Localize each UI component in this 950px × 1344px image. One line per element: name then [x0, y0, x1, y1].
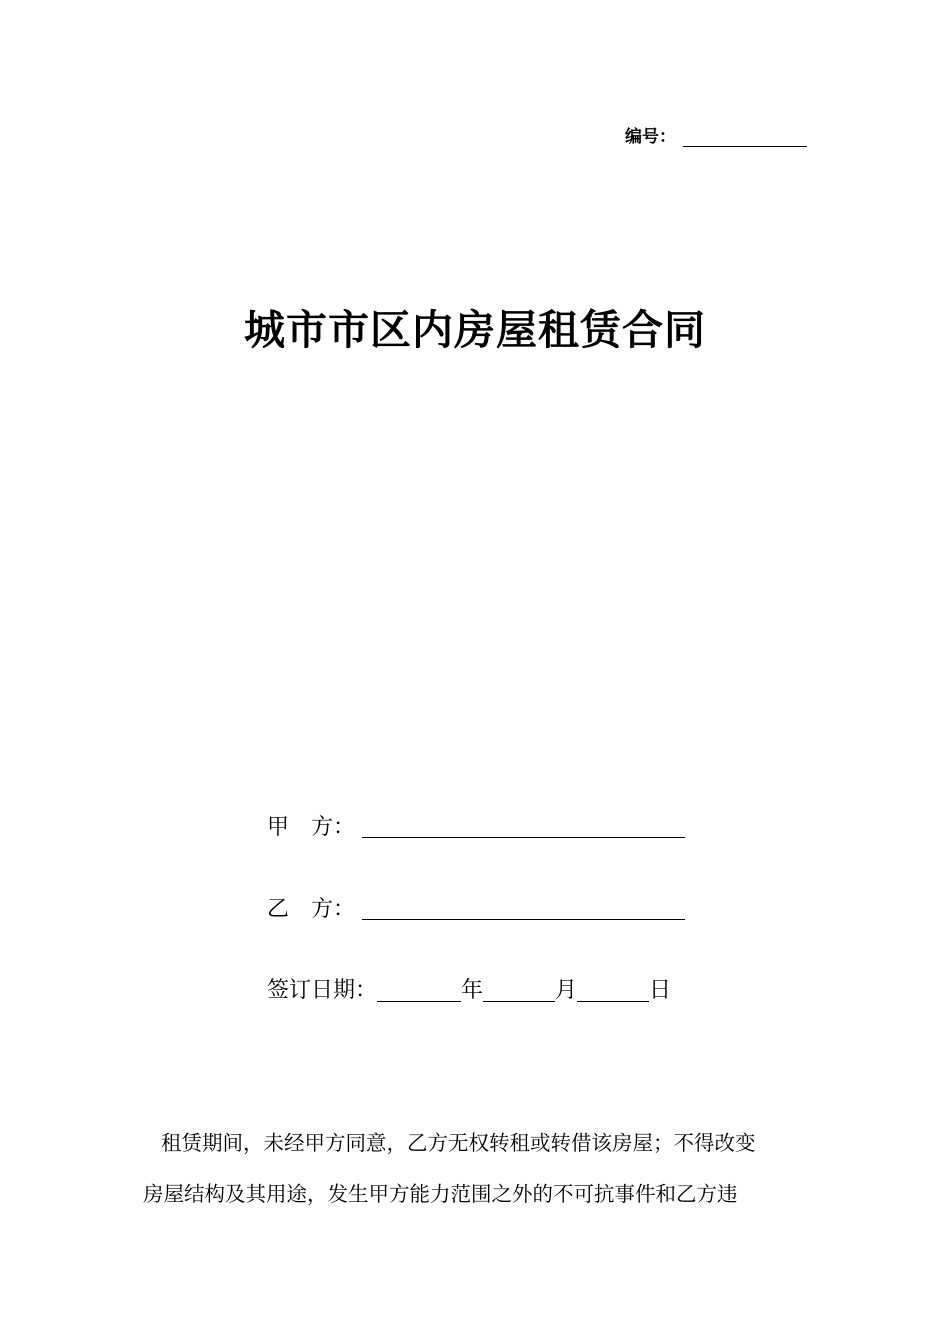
month-blank	[483, 979, 555, 1002]
party-a-row	[267, 813, 355, 843]
party-b-blank	[362, 919, 685, 920]
day-blank	[577, 979, 649, 1002]
month-label: 月	[555, 978, 578, 1003]
body-paragraph-line-2: 房屋结构及其用途，发生甲方能力范围之外的不可抗事件和乙方违	[143, 1182, 738, 1206]
party-a-label: 甲 方：	[267, 815, 356, 840]
serial-number-label: 编号：	[625, 127, 676, 147]
day-label: 日	[649, 978, 672, 1003]
party-b-label: 乙 方：	[267, 897, 356, 922]
body-paragraph-line-1: 租赁期间，未经甲方同意，乙方无权转租或转借该房屋；不得改变	[161, 1131, 756, 1155]
year-label: 年	[461, 978, 484, 1003]
serial-number-blank	[683, 146, 807, 147]
party-b-row	[267, 895, 355, 925]
signing-date-label: 签订日期：	[267, 978, 378, 1003]
signing-date-row	[267, 976, 671, 1006]
document-title: 城市市区内房屋租赁合同	[244, 306, 706, 354]
year-blank	[377, 979, 461, 1002]
party-a-blank	[362, 837, 685, 838]
